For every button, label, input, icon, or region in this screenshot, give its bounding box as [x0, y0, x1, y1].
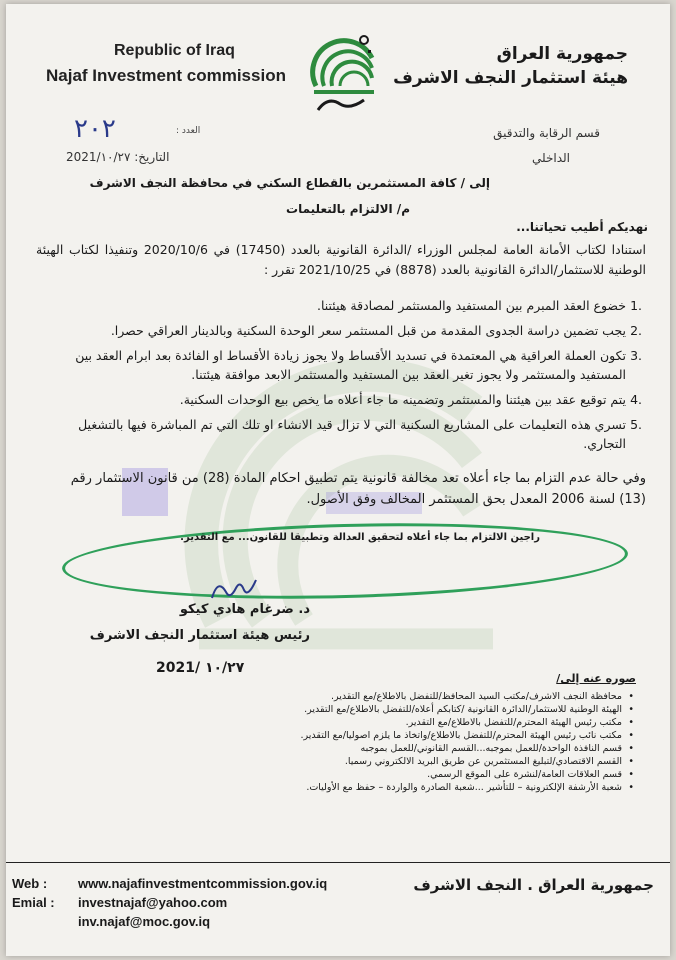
reference-date-value: 2021/١٠/٢٧ — [66, 150, 131, 164]
email-label: Emial : — [12, 895, 55, 910]
item-number: .5 — [630, 417, 642, 432]
commission-logo — [308, 30, 380, 126]
closing-request: راجين الالتزام بما جاء أعلاه لتحقيق العدالة وتطبيقا للقانون... مع التقدير. — [180, 532, 540, 543]
cc-item: • مكتب رئيس الهيئة المحترم/للتفضل بالاطلاع/مع التقدير. — [266, 716, 634, 729]
cc-title: صوره عنه إلى/ — [556, 672, 636, 685]
list-item — [36, 346, 642, 384]
recipient: إلى / كافة المستثمرين بالقطاع السكني في محافظة النجف الاشرف — [89, 176, 490, 190]
signatory-name: د. ضرغام هادي كيكو — [179, 602, 310, 617]
header-arabic — [393, 44, 628, 88]
item-text: خضوع العقد المبرم بين المستفيد والمستثمر لمصادقة هيئتنا. — [316, 298, 626, 313]
email-link-1[interactable]: investnajaf@yahoo.com — [78, 895, 228, 910]
item-number: .3 — [630, 348, 642, 363]
cc-item: • شعبة الأرشفة الإلكترونية – للتأشير ...شعبة الصادرة والواردة – حفظ مع الأوليات. — [266, 781, 634, 794]
commission-name-en: Najaf Investment commission — [46, 66, 286, 85]
item-number: .1 — [630, 298, 642, 313]
country-name-en: Republic of Iraq — [114, 42, 235, 59]
reference-number: ٢٠٢ — [74, 114, 116, 144]
cc-item: • مكتب نائب رئيس الهيئة المحترم/للتفضل بالاطلاع/واتخاذ ما يلزم اصوليا/مع التقدير. — [266, 729, 634, 742]
green-oval-annotation — [61, 517, 629, 606]
reference-number-label: العدد : — [176, 126, 201, 136]
footer-contact — [12, 874, 327, 931]
country-name-ar: جمهورية العراق — [496, 44, 628, 64]
cc-list — [266, 690, 634, 794]
commission-name-ar: هيئة استثمار النجف الاشرف — [393, 68, 628, 88]
internal-label: الداخلي — [531, 151, 570, 165]
website-link[interactable]: www.najafinvestmentcommission.gov.iq — [78, 876, 328, 891]
list-item — [36, 296, 642, 315]
item-number: .4 — [630, 392, 642, 407]
item-text: يجب تضمين دراسة الجدوى المقدمة من قبل المستثمر سعر الوحدة السكنية وبالدينار العراقي حصرا. — [110, 323, 626, 338]
footer-divider — [6, 862, 670, 863]
list-item — [36, 390, 642, 409]
decision-list — [36, 296, 642, 459]
item-text: يتم توقيع عقد بين هيئتنا والمستثمر وتضمينه ما جاء أعلاه ما يخص بيع الوحدات السكنية. — [179, 392, 626, 407]
footer-address: جمهورية العراق . النجف الاشرف — [413, 876, 654, 894]
web-label: Web : — [12, 876, 48, 891]
cc-item: • القسم الاقتصادي/لتبليغ المستثمرين عن طريق البريد الالكتروني رسميا. — [266, 755, 634, 768]
letter-subject: م/ الالتزام بالتعليمات — [286, 202, 410, 216]
cc-item: • محافظة النجف الاشرف/مكتب السيد المحافظ/للتفضل بالاطلاع/مع التقدير. — [266, 690, 634, 703]
item-text: تسري هذه التعليمات على المشاريع السكنية التي لا تزال قيد الانشاء او تلك التي تم المباشرة فيها بالتشغيل التجاري. — [78, 417, 626, 451]
header-english — [46, 42, 286, 86]
item-text: تكون العملة العراقية هي المعتمدة في تسديد الأقساط ولا يجوز زيادة الأقساط او الفائدة بعد ابرام العقد بين المستفيد والمستثمر ولا يجوز تغير العقد بين المستفيد والمستثمر الابعد موافقة هيئتنا. — [75, 348, 626, 382]
item-number: .2 — [630, 323, 642, 338]
reference-date — [66, 150, 169, 164]
list-item — [36, 321, 642, 340]
reference-date-label: التاريخ: — [134, 150, 170, 164]
cc-item: • قسم النافذة الواحدة/للعمل بموجبه...القسم القانوني/للعمل بموجبه — [266, 742, 634, 755]
email-link-2[interactable]: inv.najaf@moc.gov.iq — [78, 914, 211, 929]
intro-paragraph: استنادا لكتاب الأمانة العامة لمجلس الوزراء /الدائرة القانونية بالعدد (17450) في 2020/10/6 وتنفيذا لكتاب الهيئة الوطنية للاستثمار/الدائرة القانونية بالعدد (8878) في 2021/10/25 تقرر : — [36, 242, 646, 277]
cc-item: • الهيئة الوطنية للاستثمار/الدائرة القانونية /كتابكم أعلاه/للتفضل بالاطلاع/مع التقدير. — [266, 703, 634, 716]
letter-page — [6, 4, 670, 956]
cc-item: • قسم العلاقات العامة/لنشرة على الموقع الرسمي. — [266, 768, 634, 781]
signatory-title: رئيس هيئة استثمار النجف الاشرف — [89, 628, 310, 643]
greeting: نهديكم أطيب تحياتنا... — [516, 220, 648, 234]
signature-date: 2021/ ١٠/٢٧ — [156, 660, 245, 676]
closing-paragraph: وفي حالة عدم التزام بما جاء أعلاه تعد مخالفة قانونية يتم تطبيق احكام المادة (28) من قانون الاستثمار رقم (13) لسنة 2006 المعدل بحق المستثمر المخالف وفق الأصول. — [70, 471, 646, 507]
department-name: قسم الرقابة والتدقيق — [493, 126, 600, 140]
list-item — [36, 415, 642, 453]
